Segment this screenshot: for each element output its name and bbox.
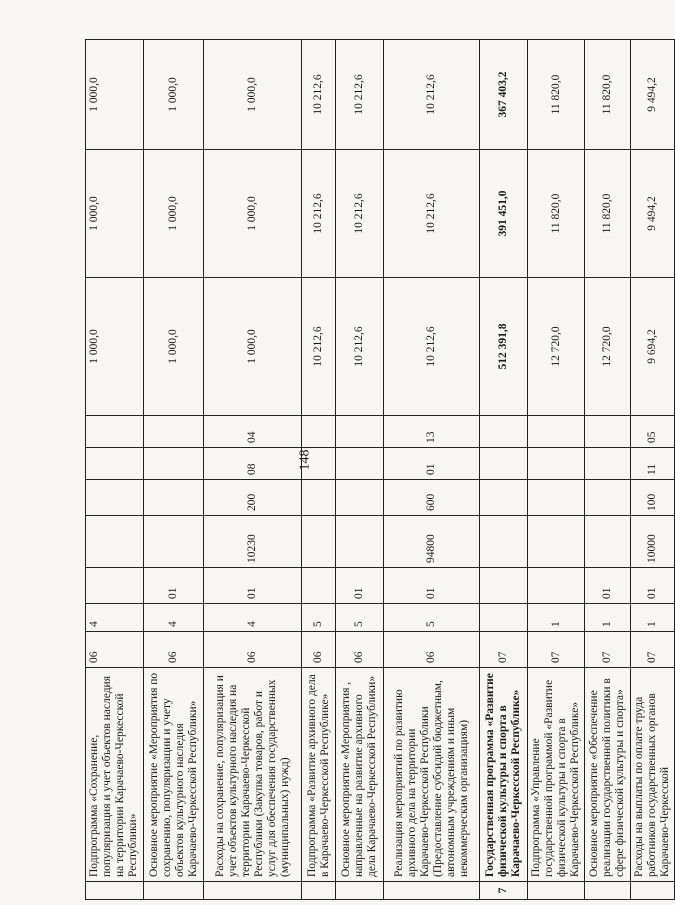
row-name: Основное мероприятие «Мероприятия по сохранению, популяризации и учету объектов культурного наследия Карачаево-Черкесской Республики» [144,668,204,882]
code-section: 08 [204,448,302,480]
row-number [528,882,585,900]
code-expense-type: 200 [204,480,302,516]
code-expense-type [585,480,631,516]
code-section [86,448,144,480]
code-expense-type: 100 [631,480,675,516]
amount-year-3: 11 820,0 [528,40,585,150]
row-number: 7 [480,882,528,900]
code-program: 06 [384,632,480,668]
code-main-event: 01 [585,568,631,604]
code-program: 07 [585,632,631,668]
code-direction [585,516,631,568]
code-direction [336,516,384,568]
row-name: Подпрограмма «Развитие архивного дела в Карачаево-Черкесской Республике» [302,668,336,882]
code-direction [144,516,204,568]
budget-table [85,39,675,900]
code-section [302,448,336,480]
code-program: 07 [528,632,585,668]
code-subprogram: 5 [384,604,480,632]
amount-year-3: 10 212,6 [384,40,480,150]
amount-year-3: 367 403,2 [480,40,528,150]
row-name: Государственная программа «Развитие физической культуры и спорта в Карачаево-Черкесской Республике» [480,668,528,882]
code-program: 07 [631,632,675,668]
amount-year-1: 10 212,6 [384,278,480,416]
code-subsection: 04 [204,416,302,448]
code-expense-type [480,480,528,516]
code-section [528,448,585,480]
amount-year-1: 1 000,0 [86,278,144,416]
code-main-event [86,568,144,604]
table-row [585,40,631,900]
code-expense-type [528,480,585,516]
code-direction: 10230 [204,516,302,568]
amount-year-1: 1 000,0 [204,278,302,416]
table-row [528,40,585,900]
code-subsection [144,416,204,448]
amount-year-2: 11 820,0 [528,150,585,278]
row-name: Основное мероприятие «Мероприятия , направленные на развитие архивного дела Карачаево-Черкесской Республики» [336,668,384,882]
code-subprogram: 4 [86,604,144,632]
code-main-event [480,568,528,604]
table-row [302,40,336,900]
code-main-event [302,568,336,604]
code-section [336,448,384,480]
amount-year-3: 1 000,0 [204,40,302,150]
code-direction [86,516,144,568]
table-row [86,40,144,900]
row-number [302,882,336,900]
amount-year-1: 10 212,6 [336,278,384,416]
code-direction: 10000 [631,516,675,568]
code-subprogram: 1 [528,604,585,632]
code-main-event: 01 [204,568,302,604]
amount-year-3: 10 212,6 [302,40,336,150]
amount-year-3: 10 212,6 [336,40,384,150]
amount-year-3: 11 820,0 [585,40,631,150]
row-number [86,882,144,900]
code-subprogram: 5 [336,604,384,632]
code-expense-type [336,480,384,516]
row-number [384,882,480,900]
code-section: 11 [631,448,675,480]
table-row [384,40,480,900]
row-number [585,882,631,900]
code-direction [302,516,336,568]
amount-year-1: 512 391,8 [480,278,528,416]
code-subsection [528,416,585,448]
amount-year-2: 10 212,6 [336,150,384,278]
amount-year-1: 9 694,2 [631,278,675,416]
amount-year-2: 1 000,0 [86,150,144,278]
code-program: 06 [336,632,384,668]
row-name: Расходы на сохранение, популяризация и учет объектов культурного наследия на территории Карачаево-Черкесской Республики (Закупка товаров, работ и услуг для обеспечения государственных (муниципальных) нужд) [204,668,302,882]
code-expense-type [144,480,204,516]
row-number [336,882,384,900]
code-expense-type: 600 [384,480,480,516]
code-program: 06 [302,632,336,668]
amount-year-2: 10 212,6 [384,150,480,278]
code-direction [480,516,528,568]
amount-year-3: 1 000,0 [86,40,144,150]
code-subsection [302,416,336,448]
code-subprogram [480,604,528,632]
page-number: 148 [297,449,313,471]
budget-table-wrapper [85,40,671,900]
amount-year-3: 9 494,2 [631,40,675,150]
code-subprogram: 1 [585,604,631,632]
code-main-event: 01 [631,568,675,604]
code-section: 01 [384,448,480,480]
code-subsection: 13 [384,416,480,448]
code-subsection [86,416,144,448]
table-row [144,40,204,900]
amount-year-2: 10 212,6 [302,150,336,278]
amount-year-2: 11 820,0 [585,150,631,278]
code-subsection [585,416,631,448]
code-main-event: 01 [336,568,384,604]
amount-year-2: 391 451,0 [480,150,528,278]
code-section [144,448,204,480]
amount-year-1: 10 212,6 [302,278,336,416]
row-name: Подпрограмма «Управление государственной программой «Развитие физической культуры и спорта в Карачаево-Черкесской Республике» [528,668,585,882]
code-subprogram: 4 [144,604,204,632]
code-program: 06 [86,632,144,668]
table-body [86,40,675,900]
row-number [204,882,302,900]
row-name: Расходы на выплаты по оплате труда работников государственных органов Карачаево-Черкесской [631,668,675,882]
code-expense-type [302,480,336,516]
code-subsection [336,416,384,448]
table-row [336,40,384,900]
code-subprogram: 5 [302,604,336,632]
table-row [480,40,528,900]
row-name: Подпрограмма «Сохранение, популяризация и учет объектов наследия на территории Карачаево-Черкесской Республики» [86,668,144,882]
code-program: 07 [480,632,528,668]
code-main-event [528,568,585,604]
table-row [204,40,302,900]
code-subprogram: 4 [204,604,302,632]
code-direction: 94800 [384,516,480,568]
amount-year-2: 9 494,2 [631,150,675,278]
row-number [631,882,675,900]
amount-year-1: 12 720,0 [585,278,631,416]
code-program: 06 [144,632,204,668]
code-expense-type [86,480,144,516]
amount-year-1: 1 000,0 [144,278,204,416]
amount-year-2: 1 000,0 [144,150,204,278]
row-name: Основное мероприятие «Обеспечение реализации государственной политики в сфере физической культуры и спорта» [585,668,631,882]
amount-year-1: 12 720,0 [528,278,585,416]
code-subsection: 05 [631,416,675,448]
code-main-event: 01 [144,568,204,604]
code-direction [528,516,585,568]
code-subsection [480,416,528,448]
amount-year-3: 1 000,0 [144,40,204,150]
code-section [585,448,631,480]
amount-year-2: 1 000,0 [204,150,302,278]
table-row [631,40,675,900]
code-program: 06 [204,632,302,668]
code-section [480,448,528,480]
row-name: Реализация мероприятий по развитию архивного дела на территории Карачаево-Черкесской Республики (Предоставление субсидий бюджетным, автономным учреждениям и иным некоммерческим организациям) [384,668,480,882]
code-subprogram: 1 [631,604,675,632]
code-main-event: 01 [384,568,480,604]
row-number [144,882,204,900]
